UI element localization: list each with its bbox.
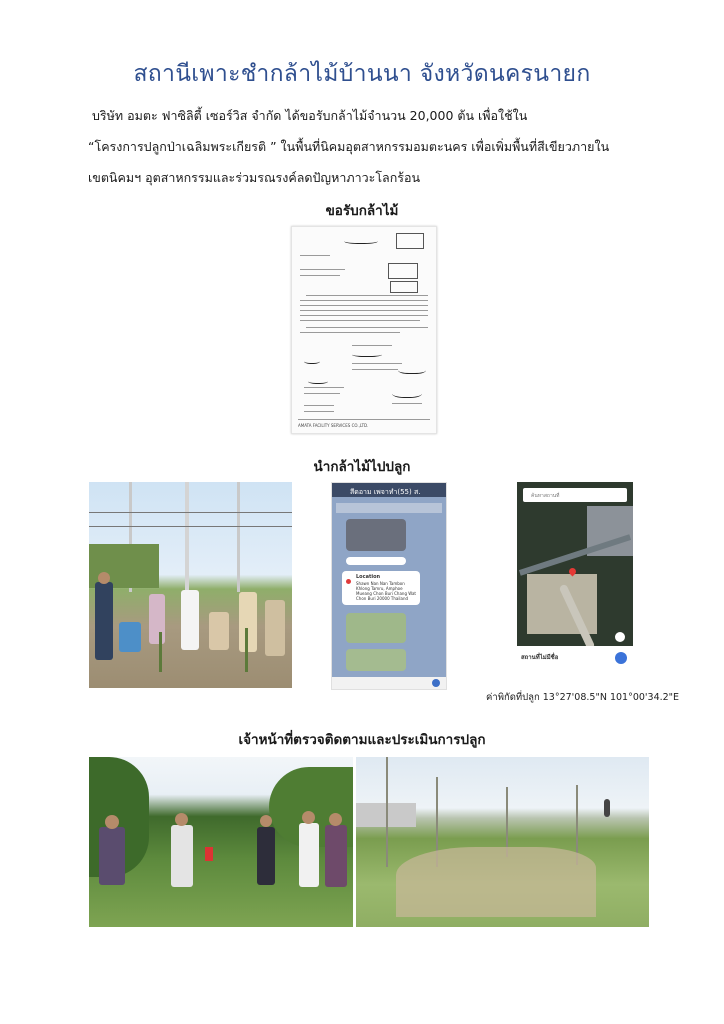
map-search-placeholder: ค้นหาสถานที่ (531, 493, 560, 499)
inspection-photo-2 (356, 757, 649, 927)
planting-photo (89, 482, 292, 688)
intro-line-1: บริษัท อมตะ ฟาซิลิตี้ เซอร์วิส จำกัด ได้ขอรับกล้าไม้จำนวน 20,000 ต้น เพื่อใช้ใน (92, 108, 528, 123)
intro-line-3: เขตนิคมฯ อุตสาหกรรมและร่วมรณรงค์ลดปัญหาภาวะโลกร้อน (88, 170, 421, 185)
chat-screenshot (331, 482, 447, 690)
map-place-label: สถานที่ไม่มีชื่อ (521, 654, 559, 661)
directions-icon (615, 652, 627, 664)
chat-header: สีดอาม เพจาทำ(55) ส. (350, 488, 421, 496)
planting-coordinates: ค่าพิกัดที่ปลูก 13°27'08.5"N 101°00'34.2"E (486, 692, 680, 703)
map-place-card (517, 646, 633, 672)
chat-location-label: Location (356, 574, 381, 580)
section-heading-inspection: เจ้าหน้าที่ตรวจติดตามและประเมินการปลูก (238, 732, 486, 748)
location-pin-icon (346, 579, 351, 584)
map-search-bar (523, 488, 627, 502)
section-heading-planting: นำกล้าไม้ไปปลูก (313, 459, 411, 475)
document-footer: AMATA FACILITY SERVICES CO.,LTD. (298, 423, 369, 428)
intro-line-2: “โครงการปลูกป่าเฉลิมพระเกียรติ ” ในพื้นที่นิคมอุตสาหกรรมอมตะนคร เพื่อเพิ่มพื้นที่สีเขียวภายใน (88, 139, 610, 154)
section-heading-request: ขอรับกล้าไม้ (325, 203, 399, 219)
mic-icon (432, 679, 440, 687)
request-letter-image (291, 226, 437, 434)
chat-location-text: Shawn Nan Nan Tambon Khlong Tamru, Amphoe Mueang Chon Buri Chang Wat Chon Buri 20000 Thailand (356, 581, 416, 601)
page-title: สถานีเพาะชำกล้าไม้บ้านนา จังหวัดนครนายก (133, 61, 591, 87)
inspection-photo-1 (89, 757, 353, 927)
map-screenshot (517, 482, 633, 672)
location-target-icon (615, 632, 625, 642)
